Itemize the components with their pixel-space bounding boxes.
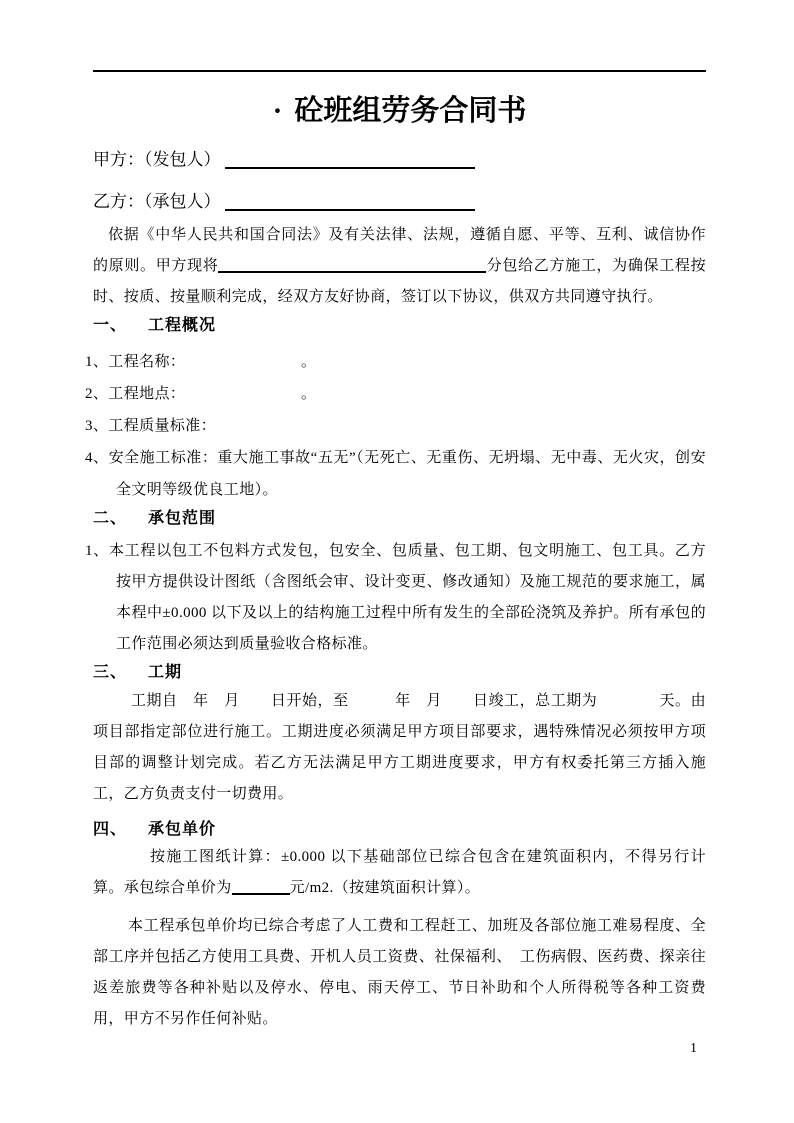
section-3-title: 工期 xyxy=(148,664,183,681)
title-text: 砼班组劳务合同书 xyxy=(294,95,527,127)
section-2-number: 二、 xyxy=(93,510,128,527)
section-2-heading xyxy=(93,506,706,532)
section-2-item-scope: 1、本工程以包工不包料方式发包，包安全、包质量、包工期、包文明施工、包工具。乙方按甲方提供设计图纸（含图纸会审、设计变更、修改通知）及施工规范的要求施工，属本程中±0.000 以下及以上的结构施工过程中所有发生的全部砼浇筑及养护。所有承包的工作范围必须达到质量验收合格标准。 xyxy=(85,543,706,652)
section-4-price-inclusions-paragraph: 本工程承包单价均已综合考虑了人工费和工程赶工、加班及各部位施工难易程度、全部工序并包括乙方使用工具费、开机人员工资费、社保福利、 工伤病假、医药费、探亲往返差旅费等各种补贴以及停水、停电、雨天停工、节日补助和个人所得税等各种工资费用，甲方不另作任何补贴。 xyxy=(93,918,706,1027)
section-2-title: 承包范围 xyxy=(148,510,217,527)
section-4-number: 四、 xyxy=(93,821,128,838)
section-1-item-project-location: 2、工程地点： 。 xyxy=(85,386,317,402)
intro-text-before-blank: 依据《中华人民共和国合同法》及有关法律、法规，遵循自愿、平等、互利、诚信协作的原则。甲方现将 xyxy=(93,227,706,274)
section-1-heading xyxy=(93,313,706,339)
section-4-title: 承包单价 xyxy=(148,821,217,838)
party-a-label: 甲方：（发包人） xyxy=(93,150,221,169)
party-a-name-blank[interactable] xyxy=(225,151,475,169)
section-1-number: 一、 xyxy=(93,317,128,334)
party-b-label: 乙方：（承包人） xyxy=(93,192,221,211)
page-number: 1 xyxy=(690,1041,697,1056)
section-3-duration-paragraph: 工期自 年 月 日开始，至 年 月 日竣工，总工期为 天。由项目部指定部位进行施工。工期进度必须满足甲方项目部要求，遇特殊情况必须按甲方项目部的调整计划完成。若乙方无法满足甲方工期进度要求，甲方有权委托第三方插入施工，乙方负责支付一切费用。 xyxy=(93,693,706,802)
party-b-name-blank[interactable] xyxy=(225,193,475,211)
section-4-heading xyxy=(93,817,706,843)
unit-price-text-after-blank: 元/m2.（按建筑面积计算）。 xyxy=(289,880,481,896)
unit-price-text-before-blank: 按施工图纸计算：±0.000 以下基础部位已综合包含在建筑面积内，不得另行计算。承包综合单价为 xyxy=(93,849,706,896)
section-1-item-safety-standard: 4、安全施工标准：重大施工事故“五无”（无死亡、无重伤、无坍塌、无中毒、无火灾，创安全文明等级优良工地）。 xyxy=(85,450,706,498)
page-title xyxy=(93,0,706,131)
section-3-number: 三、 xyxy=(93,664,128,681)
intro-text-after-blank: 分包给乙方施工，为确保工程按时、按质、按量顺利完成，经双方友好协商，签订以下协议，供双方共同遵守执行。 xyxy=(93,258,706,305)
title-bullet: · xyxy=(272,95,283,127)
section-3-heading xyxy=(93,660,706,686)
contract-content xyxy=(85,0,706,1035)
subcontract-project-blank[interactable] xyxy=(218,258,486,273)
section-1-title: 工程概况 xyxy=(148,317,217,334)
party-b-line xyxy=(93,190,706,214)
party-a-line xyxy=(93,148,706,172)
unit-price-amount-blank[interactable] xyxy=(232,880,290,895)
intro-paragraph xyxy=(93,220,706,313)
section-1-item-quality-standard: 3、工程质量标准： xyxy=(85,418,217,434)
section-4-unit-price-paragraph xyxy=(93,842,706,904)
section-1-item-project-name: 1、工程名称： 。 xyxy=(85,354,317,370)
